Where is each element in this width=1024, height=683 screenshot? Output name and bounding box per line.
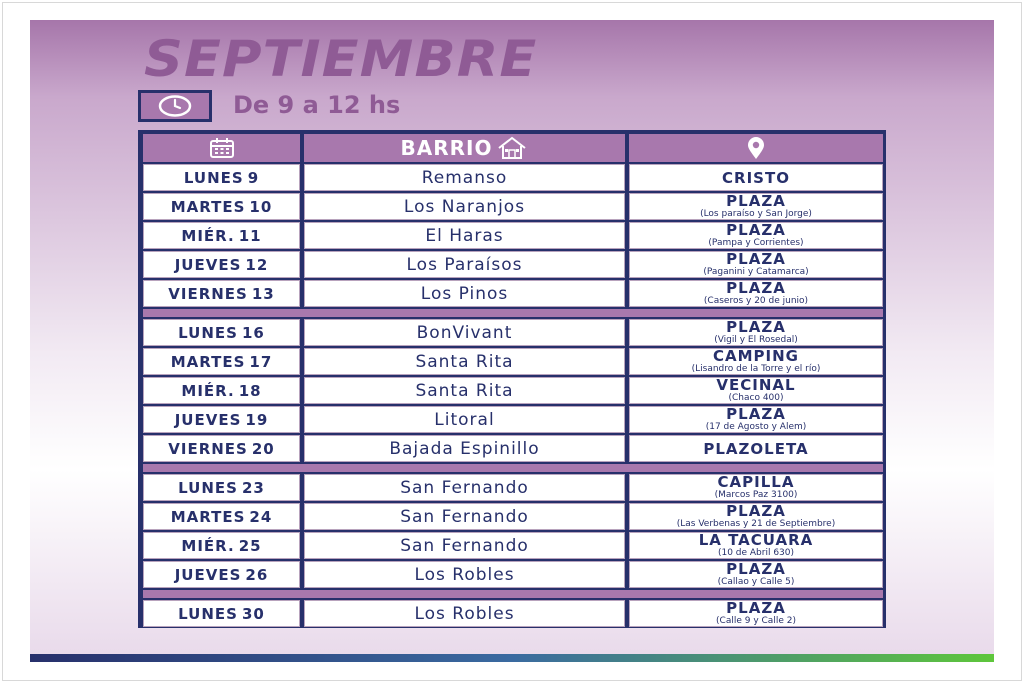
- place-name: VECINAL: [716, 376, 796, 394]
- day-cell: [143, 435, 300, 462]
- place-address: (Marcos Paz 3100): [714, 490, 798, 500]
- table-row: [143, 532, 883, 559]
- day-cell: [143, 164, 300, 191]
- day-cell: [143, 474, 300, 501]
- day-cell: [143, 532, 300, 559]
- day-name: VIERNES: [168, 439, 248, 458]
- barrio-cell: Los Robles: [304, 561, 625, 588]
- place-name: CRISTO: [722, 168, 790, 187]
- barrio-cell: El Haras: [304, 222, 625, 249]
- day-name: LUNES: [178, 478, 238, 497]
- day-number: 10: [249, 197, 273, 216]
- place-name: PLAZA: [726, 405, 786, 423]
- header-barrio-cell: [304, 134, 625, 162]
- place-name: PLAZA: [726, 502, 786, 520]
- place-name: CAMPING: [713, 347, 799, 365]
- day-cell: [143, 222, 300, 249]
- place-name: CAPILLA: [717, 473, 795, 491]
- place-address: (Calle 9 y Calle 2): [716, 616, 796, 626]
- table-row: [143, 600, 883, 627]
- place-cell: [629, 474, 883, 501]
- day-cell: [143, 251, 300, 278]
- day-name: JUEVES: [174, 565, 242, 584]
- day-number: 26: [245, 565, 269, 584]
- barrio-cell: Santa Rita: [304, 348, 625, 375]
- table-row: [143, 503, 883, 530]
- place-cell: [629, 503, 883, 530]
- barrio-cell: Los Robles: [304, 600, 625, 627]
- day-name: JUEVES: [174, 410, 242, 429]
- barrio-cell: Litoral: [304, 406, 625, 433]
- header-barrio-label: BARRIO: [400, 136, 493, 160]
- place-name: PLAZA: [726, 560, 786, 578]
- place-address: (Vigil y El Rosedal): [714, 335, 798, 345]
- day-number: 19: [245, 410, 269, 429]
- place-cell: [629, 193, 883, 220]
- table-row: [143, 435, 883, 462]
- day-cell: [143, 406, 300, 433]
- barrio-cell: Bajada Espinillo: [304, 435, 625, 462]
- day-number: 24: [249, 507, 273, 526]
- place-cell: [629, 600, 883, 627]
- table-row: [143, 348, 883, 375]
- barrio-cell: BonVivant: [304, 319, 625, 346]
- day-number: 25: [238, 536, 262, 555]
- barrio-cell: Los Pinos: [304, 280, 625, 307]
- place-cell: [629, 222, 883, 249]
- place-address: (Caseros y 20 de junio): [703, 296, 809, 306]
- place-cell: [629, 319, 883, 346]
- day-name: MIÉR.: [181, 536, 235, 555]
- header-place-cell: [629, 134, 883, 162]
- day-cell: [143, 600, 300, 627]
- day-cell: [143, 319, 300, 346]
- barrio-cell: Remanso: [304, 164, 625, 191]
- table-row: [143, 377, 883, 404]
- group-separator: [143, 309, 883, 317]
- page-title: SEPTIEMBRE: [144, 30, 538, 88]
- house-icon: [496, 136, 528, 160]
- table-header: [143, 134, 883, 162]
- place-cell: [629, 435, 883, 462]
- day-name: LUNES: [178, 604, 238, 623]
- day-number: 9: [247, 168, 260, 187]
- day-cell: [143, 561, 300, 588]
- place-cell: [629, 561, 883, 588]
- table-row: [143, 406, 883, 433]
- day-number: 17: [249, 352, 273, 371]
- place-name: PLAZA: [726, 599, 786, 617]
- day-cell: [143, 377, 300, 404]
- clock-badge: [138, 90, 212, 122]
- day-number: 13: [251, 284, 275, 303]
- place-name: PLAZOLETA: [703, 439, 809, 458]
- table-row: [143, 164, 883, 191]
- day-name: LUNES: [183, 168, 244, 187]
- day-cell: [143, 348, 300, 375]
- place-cell: [629, 251, 883, 278]
- place-address: (Los paraíso y San Jorge): [700, 209, 812, 219]
- header-date-cell: [143, 134, 300, 162]
- barrio-cell: Los Naranjos: [304, 193, 625, 220]
- place-name: PLAZA: [726, 318, 786, 336]
- day-name: LUNES: [178, 323, 238, 342]
- day-name: MARTES: [170, 352, 246, 371]
- day-number: 23: [241, 478, 265, 497]
- barrio-cell: San Fernando: [304, 503, 625, 530]
- barrio-cell: Los Paraísos: [304, 251, 625, 278]
- table-row: [143, 319, 883, 346]
- place-cell: [629, 532, 883, 559]
- bottom-gradient-bar: [30, 654, 994, 662]
- barrio-cell: San Fernando: [304, 474, 625, 501]
- day-name: JUEVES: [174, 255, 242, 274]
- day-number: 16: [241, 323, 265, 342]
- day-cell: [143, 280, 300, 307]
- place-cell: [629, 280, 883, 307]
- place-cell: [629, 348, 883, 375]
- calendar-icon: [209, 137, 235, 159]
- table-row: [143, 474, 883, 501]
- day-number: 12: [245, 255, 269, 274]
- barrio-cell: San Fernando: [304, 532, 625, 559]
- place-address: (Paganini y Catamarca): [703, 267, 809, 277]
- day-name: MIÉR.: [181, 226, 235, 245]
- place-address: (17 de Agosto y Alem): [705, 422, 807, 432]
- day-cell: [143, 503, 300, 530]
- day-number: 30: [241, 604, 265, 623]
- table-row: [143, 222, 883, 249]
- place-address: (Las Verbenas y 21 de Septiembre): [676, 519, 836, 529]
- place-address: (Chaco 400): [728, 393, 784, 403]
- table-row: [143, 251, 883, 278]
- place-cell: [629, 406, 883, 433]
- place-address: (Lisandro de la Torre y el río): [691, 364, 821, 374]
- place-name: PLAZA: [726, 250, 786, 268]
- place-name: PLAZA: [726, 221, 786, 239]
- schedule-poster: [30, 20, 994, 662]
- barrio-cell: Santa Rita: [304, 377, 625, 404]
- place-address: (10 de Abril 630): [717, 548, 795, 558]
- schedule-table: [138, 130, 886, 628]
- day-name: VIERNES: [168, 284, 248, 303]
- place-cell: [629, 377, 883, 404]
- place-name: PLAZA: [726, 192, 786, 210]
- table-row: [143, 193, 883, 220]
- place-name: PLAZA: [726, 279, 786, 297]
- day-cell: [143, 193, 300, 220]
- day-name: MARTES: [170, 197, 246, 216]
- day-name: MIÉR.: [181, 381, 235, 400]
- place-address: (Callao y Calle 5): [717, 577, 795, 587]
- group-separator: [143, 590, 883, 598]
- clock-icon: [155, 94, 195, 118]
- day-number: 18: [238, 381, 262, 400]
- location-pin-icon: [745, 136, 767, 160]
- day-number: 20: [251, 439, 275, 458]
- table-row: [143, 561, 883, 588]
- table-row: [143, 280, 883, 307]
- schedule-hours: De 9 a 12 hs: [233, 91, 401, 119]
- place-name: LA TACUARA: [698, 531, 814, 549]
- group-separator: [143, 464, 883, 472]
- place-address: (Pampa y Corrientes): [708, 238, 804, 248]
- place-cell: [629, 164, 883, 191]
- day-name: MARTES: [170, 507, 246, 526]
- day-number: 11: [238, 226, 262, 245]
